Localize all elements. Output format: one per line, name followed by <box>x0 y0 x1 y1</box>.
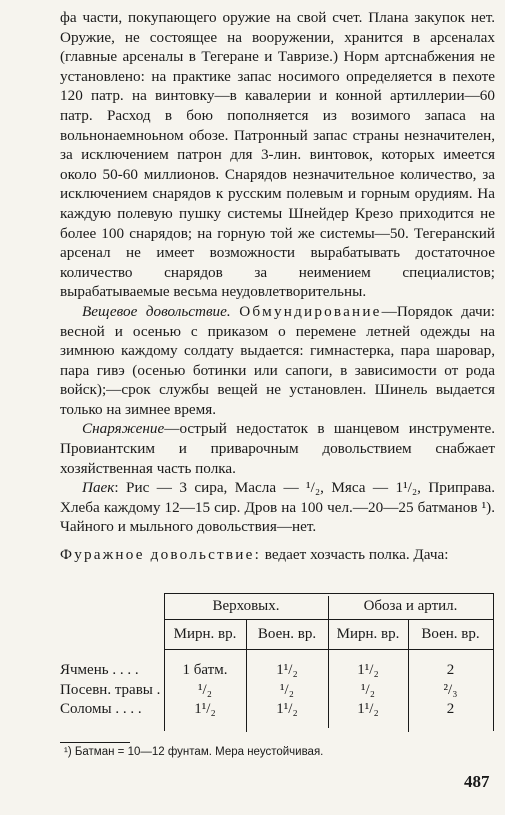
equipment-text: —острый недостаток в шанцевом инструменте. Провиантским и приварочным довольствием снабжает хозяйственная часть полка. <box>60 420 495 477</box>
forage-text: ведает хозчасть полка. Дача: <box>261 546 449 564</box>
group-header-transport: Обоза и артил. <box>363 598 458 614</box>
clothing-heading: Вещевое довольствие. <box>82 302 231 320</box>
cell-grass-war-2: ²/₃ <box>443 682 458 698</box>
table-right-border <box>493 593 494 731</box>
table-top-rule <box>164 593 493 594</box>
subheader-peace-2: Мирн. вр. <box>336 626 400 642</box>
row-label-straw: Соломы . . . . <box>60 701 142 717</box>
group-header-riders: Верховых. <box>212 598 280 614</box>
paragraph-equipment <box>60 419 495 478</box>
paragraph-forage <box>60 545 495 565</box>
cell-grass-peace-1: ¹/₂ <box>198 682 212 698</box>
cell-barley-peace-2: 1¹/₂ <box>357 662 379 678</box>
uniform-term: Обмундирование <box>239 302 382 320</box>
ration-text: : Рис — 3 сира, Масла — ¹/₂, Мяса — 1¹/₂, Приправа. Хлеба каждому 12—15 сир. Дров на 100 чел.—20—25 батманов ¹). Чайного и мыльного довольствия—нет. <box>60 479 495 536</box>
cell-grass-war-1: ¹/₂ <box>280 682 294 698</box>
paragraph-ration <box>60 478 495 537</box>
cell-grass-peace-2: ¹/₂ <box>361 682 375 698</box>
table-header-rule <box>164 649 493 650</box>
cell-barley-war-1: 1¹/₂ <box>276 662 298 678</box>
paragraph-clothing <box>60 302 495 420</box>
row-label-grass: Посевн. травы . <box>60 682 161 698</box>
cell-straw-war-1: 1¹/₂ <box>276 701 298 717</box>
clothing-text: —Порядок дачи: весной и осенью с приказом о перемене летней одежды на зимнюю каждому солдату выдается: гимнастерка, пара шаровар, пара гивэ (осенью ботинки или сапоги, в зависимости от рода войск);—срок службы вещей не установлен. Шинель выдается только на зимнее время. <box>60 302 495 418</box>
ration-heading: Паек <box>82 479 115 497</box>
cell-straw-war-2: 2 <box>446 701 455 717</box>
footnote-rule <box>60 742 130 743</box>
page-number: 487 <box>464 772 490 791</box>
body-text <box>60 8 495 565</box>
row-label-barley: Ячмень . . . . <box>60 662 139 678</box>
cell-barley-peace-1: 1 батм. <box>182 662 228 678</box>
footnote: ¹) Батман = 10—12 фунтам. Мера неустойчивая. <box>64 746 324 758</box>
table-group-rule <box>164 619 493 620</box>
subheader-war-2: Воен. вр. <box>421 626 480 642</box>
forage-term: Фуражное довольствие: <box>60 546 261 564</box>
cell-straw-peace-2: 1¹/₂ <box>357 701 379 717</box>
cell-straw-peace-1: 1¹/₂ <box>194 701 216 717</box>
cell-barley-war-2: 2 <box>446 662 455 678</box>
equipment-heading: Снаряжение <box>82 420 165 438</box>
paragraph-armament: фа части, покупающего оружие на свой счет. Плана закупок нет. Оружие, не состоящее на вооружении, хранится в арсеналах (главные арсеналы в Тегеране и Тавризе.) Норм артснабжения не установлено: на практике запас носимого определяется в пехоте 120 патр. на винтовку—в кавалерии и конной артиллерии—60 патр. Расход в бою пополняется из возимого запаса на вольнонаемноьном обозе. Патронный запас страны незначителен, за исключением патрон для 3-лин. винтовок, которых имеется около 50-60 миллионов. Снарядов незначительное количество, за исключением снарядов к русским полевым и горным орудиям. На каждую полевую пушку системы Шнейдер Крезо приходится не более 100 снарядов; на горную той же системы—50. Тегеранский арсенал не имеет возможности вырабатывать достаточное количество снарядов за неимением специалистов; вырабатываемые весьма неудовлетворительны. <box>60 9 495 301</box>
subheader-war-1: Воен. вр. <box>257 626 317 642</box>
subheader-peace-1: Мирн. вр. <box>173 626 237 642</box>
